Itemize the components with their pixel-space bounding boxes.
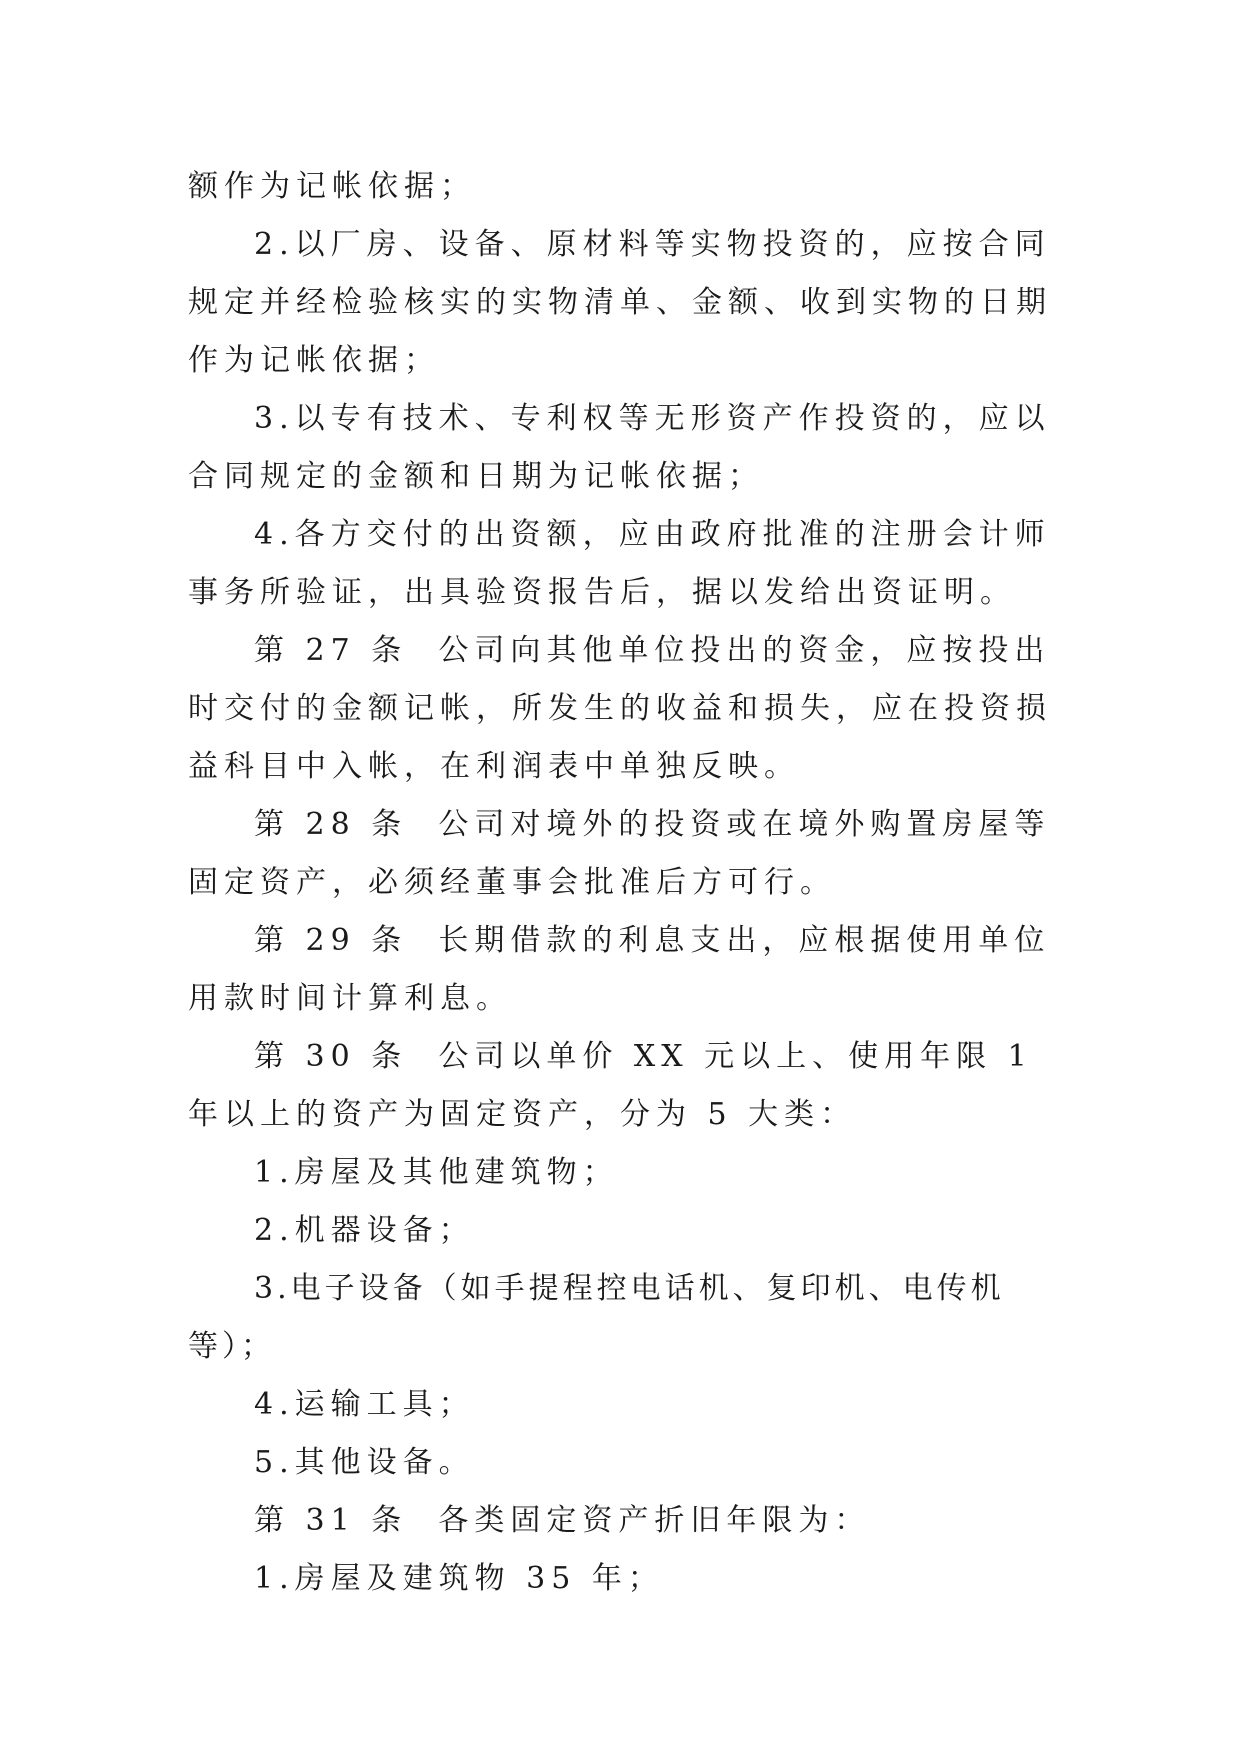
document-body xyxy=(188,158,1068,1608)
article-31-paragraph: 第 31 条 各类固定资产折旧年限为： xyxy=(254,1503,871,1538)
list-item: 3.电子设备（如手提程控电话机、复印机、电传机等）； xyxy=(188,1271,1005,1364)
article-27-paragraph: 第 27 条 公司向其他单位投出的资金，应按投出时交付的金额记帐，所发生的收益和损失，应在投资损益科目中入帐，在利润表中单独反映。 xyxy=(188,633,1052,784)
article-28-paragraph: 第 28 条 公司对境外的投资或在境外购置房屋等固定资产，必须经董事会批准后方可行。 xyxy=(188,807,1051,900)
paragraph: 4.各方交付的出资额，应由政府批准的注册会计师事务所验证，出具验资报告后，据以发给出资证明。 xyxy=(188,517,1051,610)
article-30-paragraph: 第 30 条 公司以单价 XX 元以上、使用年限 1 年以上的资产为固定资产，分为 5 大类： xyxy=(188,1039,1049,1132)
article-29-paragraph: 第 29 条 长期借款的利息支出，应根据使用单位用款时间计算利息。 xyxy=(188,923,1051,1016)
list-item: 1.房屋及建筑物 35 年； xyxy=(254,1561,664,1596)
list-item: 1.房屋及其他建筑物； xyxy=(254,1155,619,1190)
paragraph: 3.以专有技术、专利权等无形资产作投资的，应以合同规定的金额和日期为记帐依据； xyxy=(188,401,1051,494)
paragraph: 额作为记帐依据； xyxy=(188,169,476,204)
list-item: 2.机器设备； xyxy=(254,1213,475,1248)
paragraph: 2.以厂房、设备、原材料等实物投资的，应按合同规定并经检验核实的实物清单、金额、收到实物的日期作为记帐依据； xyxy=(188,227,1052,378)
list-item: 4.运输工具； xyxy=(254,1387,475,1422)
list-item: 5.其他设备。 xyxy=(254,1445,475,1480)
